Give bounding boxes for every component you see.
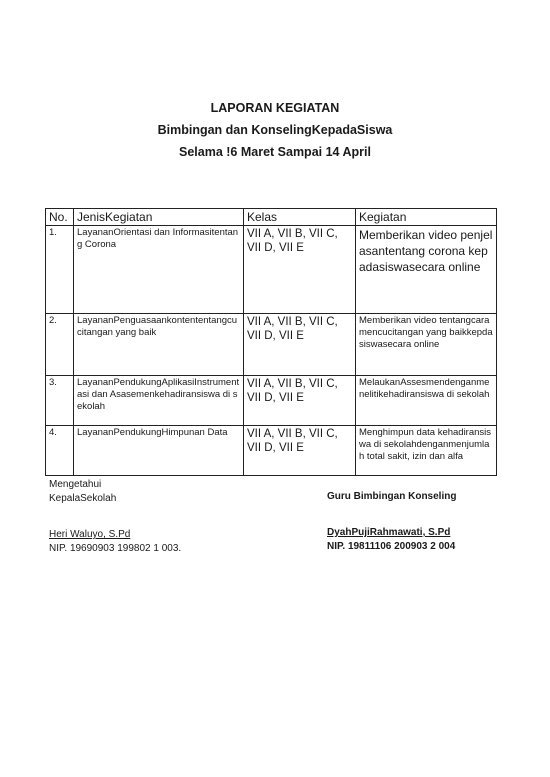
cell-kelas: VII A, VII B, VII C, VII D, VII E: [244, 314, 356, 376]
column-header-jenis-kegiatan: JenisKegiatan: [74, 209, 244, 226]
table-row: [46, 426, 497, 476]
cell-kegiatan: Menghimpun data kehadiransiswa di sekolahdenganmenjumlah total sakit, izin dan alfa: [356, 426, 497, 476]
signature-block-counselor: [327, 490, 456, 554]
cell-no: 2.: [46, 314, 74, 376]
table-header-row: [46, 209, 497, 226]
principal-name: Heri Waluyo, S.Pd: [49, 529, 131, 540]
cell-kegiatan: MelaukanAssesmendenganmenelitikehadiransiswa di sekolah: [356, 376, 497, 426]
cell-jenis-kegiatan: LayananOrientasi dan Informasitentang Corona: [74, 226, 244, 314]
report-period: Selama !6 Maret Sampai 14 April: [179, 145, 371, 159]
cell-jenis-kegiatan: LayananPendukungAplikasiInstrumentasi dan Asasemenkehadiransiswa di sekolah: [74, 376, 244, 426]
cell-no: 4.: [46, 426, 74, 476]
report-header: [0, 97, 550, 163]
column-header-no: No.: [46, 209, 74, 226]
table-row: [46, 314, 497, 376]
counselor-nip: NIP. 19811106 200903 2 004: [327, 541, 456, 552]
principal-nip: NIP. 19690903 199802 1 003.: [49, 543, 182, 554]
signature-block-principal: [49, 478, 181, 556]
cell-kelas: VII A, VII B, VII C, VII D, VII E: [244, 226, 356, 314]
cell-kelas: VII A, VII B, VII C, VII D, VII E: [244, 376, 356, 426]
cell-jenis-kegiatan: LayananPenguasaankontententangcucitangan yang baik: [74, 314, 244, 376]
table-row: [46, 226, 497, 314]
column-header-kelas: Kelas: [244, 209, 356, 226]
column-header-kegiatan: Kegiatan: [356, 209, 497, 226]
table-row: [46, 376, 497, 426]
principal-role: KepalaSekolah: [49, 493, 117, 504]
cell-kelas: VII A, VII B, VII C, VII D, VII E: [244, 426, 356, 476]
cell-no: 1.: [46, 226, 74, 314]
activity-table: [45, 208, 497, 476]
cell-no: 3.: [46, 376, 74, 426]
cell-kegiatan: Memberikan video tentangcaramencucitangan yang baikkepdasiswasecara online: [356, 314, 497, 376]
report-subtitle: Bimbingan dan KonselingKepadaSiswa: [157, 123, 393, 137]
cell-jenis-kegiatan: LayananPendukungHimpunan Data: [74, 426, 244, 476]
counselor-name: DyahPujiRahmawati, S.Pd: [327, 527, 451, 538]
acknowledge-label: Mengetahui: [49, 479, 102, 490]
report-title: LAPORAN KEGIATAN: [210, 101, 340, 115]
counselor-role: Guru Bimbingan Konseling: [327, 491, 457, 502]
cell-kegiatan: Memberikan video penjelasantentang corona kepadasiswasecara online: [356, 226, 497, 314]
